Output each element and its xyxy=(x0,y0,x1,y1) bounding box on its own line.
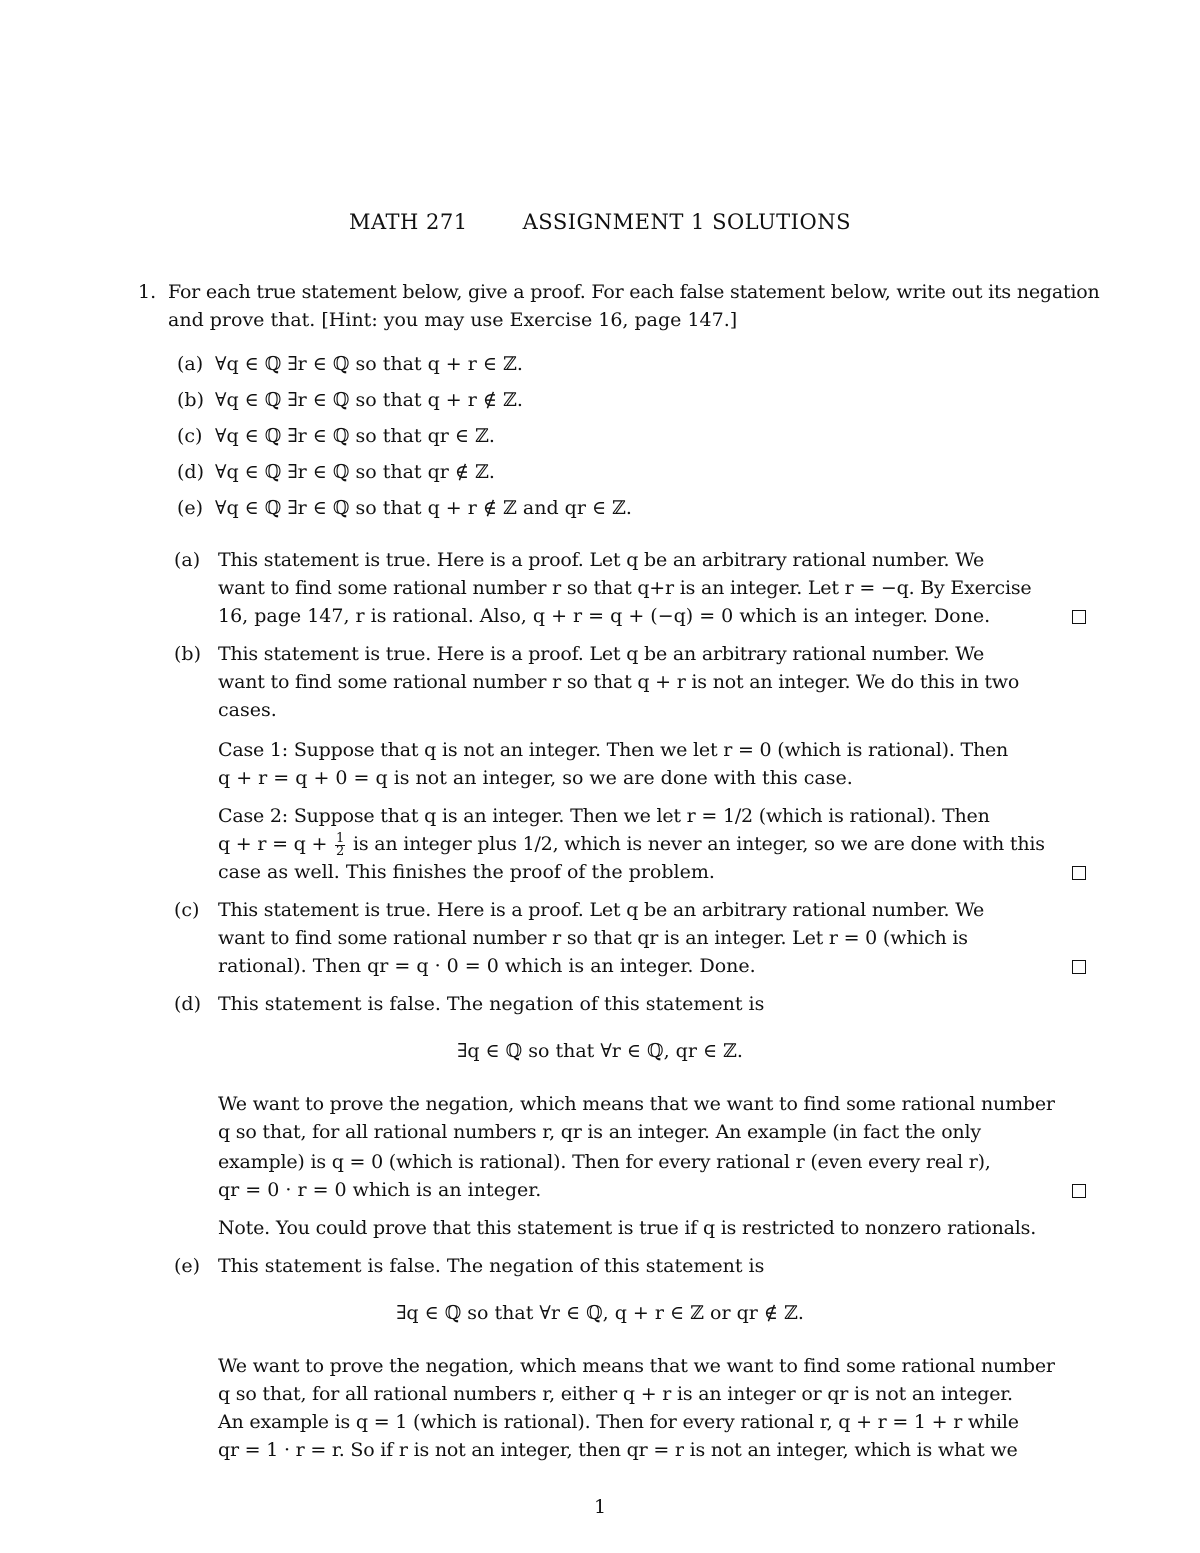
case1-line2: q + r = q + 0 = q is not an integer, so we are done with this case. xyxy=(218,767,853,789)
statement-label-b: (b) xyxy=(177,389,204,411)
fraction-numerator: 1 xyxy=(336,830,345,846)
problem-intro-line2: and prove that. [Hint: you may use Exercise 16, page 147.] xyxy=(168,309,738,331)
solution-e-line1: This statement is false. The negation of this statement is xyxy=(218,1255,765,1277)
page-title xyxy=(0,210,1200,234)
solution-c-line1: This statement is true. Here is a proof. Let q be an arbitrary rational number. We xyxy=(218,899,985,921)
statement-d: ∀q ∈ ℚ ∃r ∈ ℚ so that qr ∉ ℤ. xyxy=(215,461,495,483)
solution-a-line2: want to find some rational number r so that q+r is an integer. Let r = −q. By Exercise xyxy=(218,577,1032,599)
solution-d-para-line1: We want to prove the negation, which means that we want to find some rational number xyxy=(218,1093,1055,1115)
case2-line2-post: is an integer plus 1/2, which is never an integer, so we are done with this xyxy=(352,833,1045,855)
statement-label-e: (e) xyxy=(177,497,204,519)
solution-d-para-line4-text: qr = 0 · r = 0 which is an integer. xyxy=(218,1179,542,1201)
solution-e-para-line2: q so that, for all rational numbers r, either q + r is an integer or qr is not an integer. xyxy=(218,1383,1013,1405)
case2-line2-pre: q + r = q + xyxy=(218,833,328,855)
statement-label-c: (c) xyxy=(177,425,203,447)
statement-label-d: (d) xyxy=(177,461,204,483)
qed-box-icon xyxy=(1072,866,1086,880)
statement-label-a: (a) xyxy=(177,353,204,375)
solution-c-line3-text: rational). Then qr = q · 0 = 0 which is an integer. Done. xyxy=(218,955,756,977)
qed-box-icon xyxy=(1072,960,1086,974)
case2-line3-text: case as well. This finishes the proof of the problem. xyxy=(218,861,715,883)
solution-label-c: (c) xyxy=(174,899,200,921)
solution-d-para-line4 xyxy=(218,1176,1086,1204)
statement-e: ∀q ∈ ℚ ∃r ∈ ℚ so that q + r ∉ ℤ and qr ∈ ℤ. xyxy=(215,497,632,519)
solution-d-note: Note. You could prove that this statement is true if q is restricted to nonzero rationals. xyxy=(218,1217,1037,1239)
solution-label-e: (e) xyxy=(174,1255,201,1277)
solution-b-line1: This statement is true. Here is a proof. Let q be an arbitrary rational number. We xyxy=(218,643,985,665)
case2-line1: Case 2: Suppose that q is an integer. Then we let r = 1/2 (which is rational). Then xyxy=(218,805,990,827)
solution-label-b: (b) xyxy=(174,643,201,665)
fraction-one-half xyxy=(335,830,345,859)
qed-box-icon xyxy=(1072,610,1086,624)
qed-box-icon xyxy=(1072,1184,1086,1198)
solution-c-line2: want to find some rational number r so that qr is an integer. Let r = 0 (which is xyxy=(218,927,968,949)
solution-b-line2: want to find some rational number r so that q + r is not an integer. We do this in two xyxy=(218,671,1020,693)
solution-label-d: (d) xyxy=(174,993,201,1015)
page-number: 1 xyxy=(593,1496,607,1518)
case2-line3 xyxy=(218,858,1086,886)
solution-e-para-line1: We want to prove the negation, which means that we want to find some rational number xyxy=(218,1355,1055,1377)
solution-d-para-line3: example) is q = 0 (which is rational). Then for every rational r (even every real r), xyxy=(218,1151,991,1173)
solution-label-a: (a) xyxy=(174,549,201,571)
problem-number: 1. xyxy=(138,281,157,303)
solution-b-line3: cases. xyxy=(218,699,277,721)
statement-c: ∀q ∈ ℚ ∃r ∈ ℚ so that qr ∈ ℤ. xyxy=(215,425,495,447)
case2-line2 xyxy=(218,830,1045,858)
solution-e-display-math: ∃q ∈ ℚ so that ∀r ∈ ℚ, q + r ∈ ℤ or qr ∉ ℤ. xyxy=(396,1302,804,1324)
problem-intro-line1: For each true statement below, give a proof. For each false statement below, write out its negation xyxy=(168,281,1100,303)
solution-a-line3 xyxy=(218,602,1086,630)
solution-e-para-line3: An example is q = 1 (which is rational). Then for every rational r, q + r = 1 + r while xyxy=(218,1411,1019,1433)
case1-line1: Case 1: Suppose that q is not an integer. Then we let r = 0 (which is rational). Then xyxy=(218,739,1009,761)
course-code: MATH 271 xyxy=(349,210,468,234)
solution-c-line3 xyxy=(218,952,1086,980)
solution-d-display-math: ∃q ∈ ℚ so that ∀r ∈ ℚ, qr ∈ ℤ. xyxy=(457,1040,743,1062)
statement-a: ∀q ∈ ℚ ∃r ∈ ℚ so that q + r ∈ ℤ. xyxy=(215,353,523,375)
statement-b: ∀q ∈ ℚ ∃r ∈ ℚ so that q + r ∉ ℤ. xyxy=(215,389,523,411)
solution-d-para-line2: q so that, for all rational numbers r, qr is an integer. An example (in fact the only xyxy=(218,1121,981,1143)
solution-a-line1: This statement is true. Here is a proof. Let q be an arbitrary rational number. We xyxy=(218,549,985,571)
fraction-denominator: 2 xyxy=(336,843,345,859)
solution-a-line3-text: 16, page 147, r is rational. Also, q + r = q + (−q) = 0 which is an integer. Done. xyxy=(218,605,991,627)
assignment-title: ASSIGNMENT 1 SOLUTIONS xyxy=(522,210,851,234)
solution-e-para-line4: qr = 1 · r = r. So if r is not an integer, then qr = r is not an integer, which is what we xyxy=(218,1439,1018,1461)
solution-d-line1: This statement is false. The negation of this statement is xyxy=(218,993,765,1015)
